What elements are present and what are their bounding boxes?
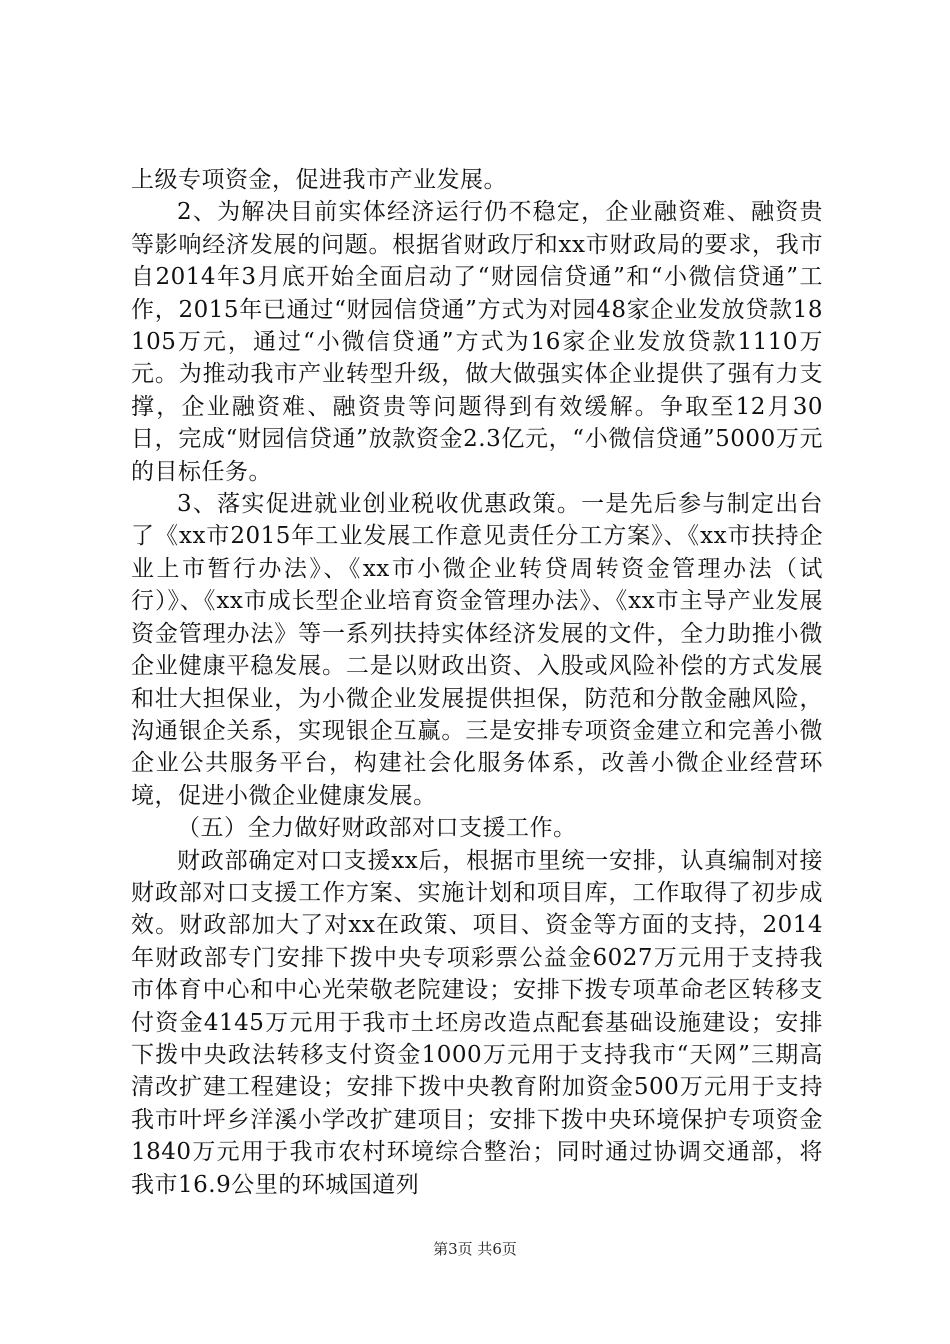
paragraph-continuation: 上级专项资金，促进我市产业发展。 <box>131 167 507 193</box>
document-body <box>131 164 823 1201</box>
page-number-footer: 第3页 共6页 <box>433 1240 517 1258</box>
section-heading-five: （五）全力做好财政部对口支援工作。 <box>177 815 577 842</box>
paragraph-item-2-financing: 2、为解决目前实体经济运行仍不稳定，企业融资难、融资贵等影响经济发展的问题。根据省财政厅和xx市财政局的要求，我市自2014年3月底开始全面启动了“财园信贷通”和“小微信贷通”工作，2015年已通过“财园信贷通”方式为对园48家企业发放贷款18105万元，通过“小微信贷通”方式为16家企业发放贷款1110万元。为推动我市产业转型升级，做大做强实体企业提供了强有力支撑，企业融资难、融资贵等问题得到有效缓解。争取至12月30日，完成“财园信贷通”放款资金2.3亿元，“小微信贷通”5000万元的目标任务。 <box>131 199 823 485</box>
paragraph-item-3-tax-policy: 3、落实促进就业创业税收优惠政策。一是先后参与制定出台了《xx市2015年工业发展工作意见责任分工方案》、《xx市扶持企业上市暂行办法》、《xx市小微企业转贷周转资金管理办法（试行）》、《xx市成长型企业培育资金管理办法》、《xx市主导产业发展资金管理办法》等一系列扶持实体经济发展的文件，全力助推小微企业健康平稳发展。二是以财政出资、入股或风险补偿的方式发展和壮大担保业，为小微企业发展提供担保，防范和分散金融风险，沟通银企关系，实现银企互赢。三是安排专项资金建立和完善小微企业公共服务平台，构建社会化服务体系，改善小微企业经营环境，促进小微企业健康发展。 <box>131 491 823 809</box>
paragraph-support-work: 财政部确定对口支援xx后，根据市里统一安排，认真编制对接财政部对口支援工作方案、实施计划和项目库，工作取得了初步成效。财政部加大了对xx在政策、项目、资金等方面的支持，2014年财政部专门安排下拨中央专项彩票公益金6027万元用于支持我市体育中心和中心光荣敬老院建设；安排下拨专项革命老区转移支付资金4145万元用于我市土坯房改造点配套基础设施建设；安排下拨中央政法转移支付资金1000万元用于支持我市“天网”三期高清改扩建工程建设；安排下拨中央教育附加资金500万元用于支持我市叶坪乡洋溪小学改扩建项目；安排下拨中央环境保护专项资金1840万元用于我市农村环境综合整治；同时通过协调交通部，将我市16.9公里的环城国道列 <box>131 847 823 1198</box>
